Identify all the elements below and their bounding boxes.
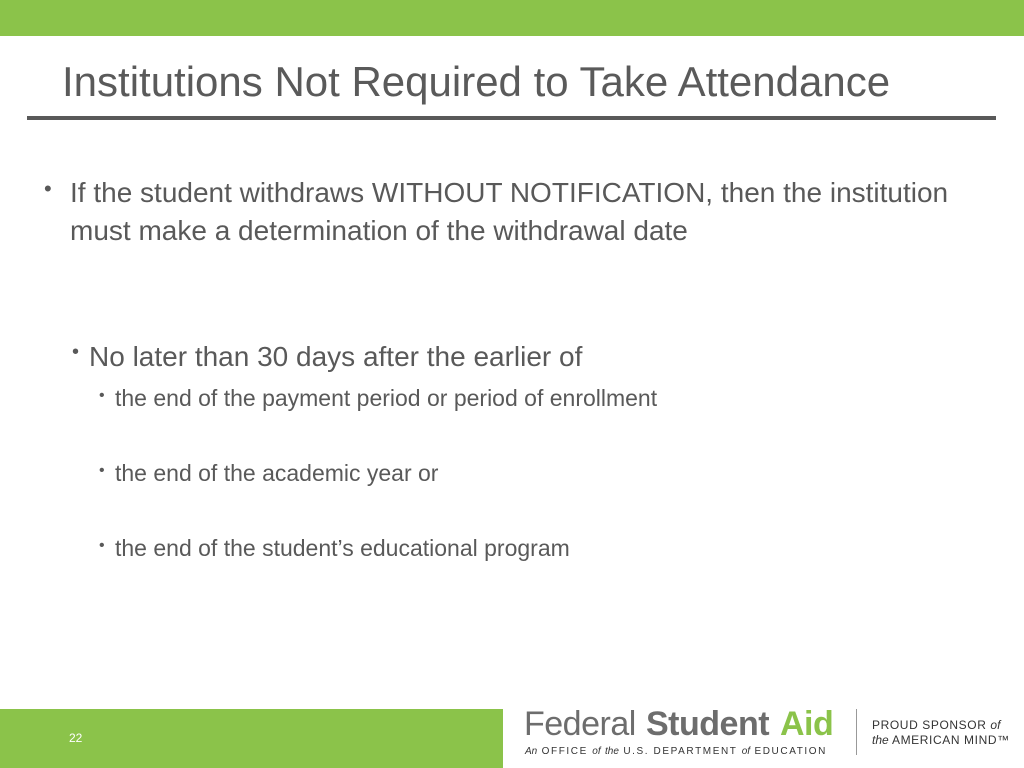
bullet-marker: •: [99, 462, 105, 479]
logo-word-federal: Federal: [524, 705, 636, 743]
logo-tagline: An OFFICE of the U.S. DEPARTMENT of EDUCATION: [525, 746, 828, 757]
sponsor-tagline: PROUD SPONSOR of the AMERICAN MIND™: [872, 718, 1010, 747]
bullet-level3-item: the end of the payment period or period of enrollment: [115, 385, 658, 411]
footer-divider: [856, 709, 857, 755]
bullet-marker: •: [99, 387, 105, 404]
bullet-marker: •: [99, 537, 105, 554]
logo-word-student: Student: [646, 705, 770, 743]
slide-title: Institutions Not Required to Take Attendance: [62, 58, 891, 105]
bullet-level2: No later than 30 days after the earlier of: [89, 341, 583, 372]
logo-word-aid: Aid: [780, 705, 834, 743]
bullet-marker: •: [72, 341, 80, 363]
bullet-level1: If the student withdraws WITHOUT NOTIFICATION, then the institution must make a determination of the withdrawal date: [70, 177, 949, 246]
bullet-level3-item: the end of the academic year or: [115, 460, 439, 486]
page-number: 22: [69, 731, 83, 745]
bullet-marker: •: [44, 176, 52, 201]
bullet-level3-item: the end of the student’s educational program: [115, 535, 570, 561]
